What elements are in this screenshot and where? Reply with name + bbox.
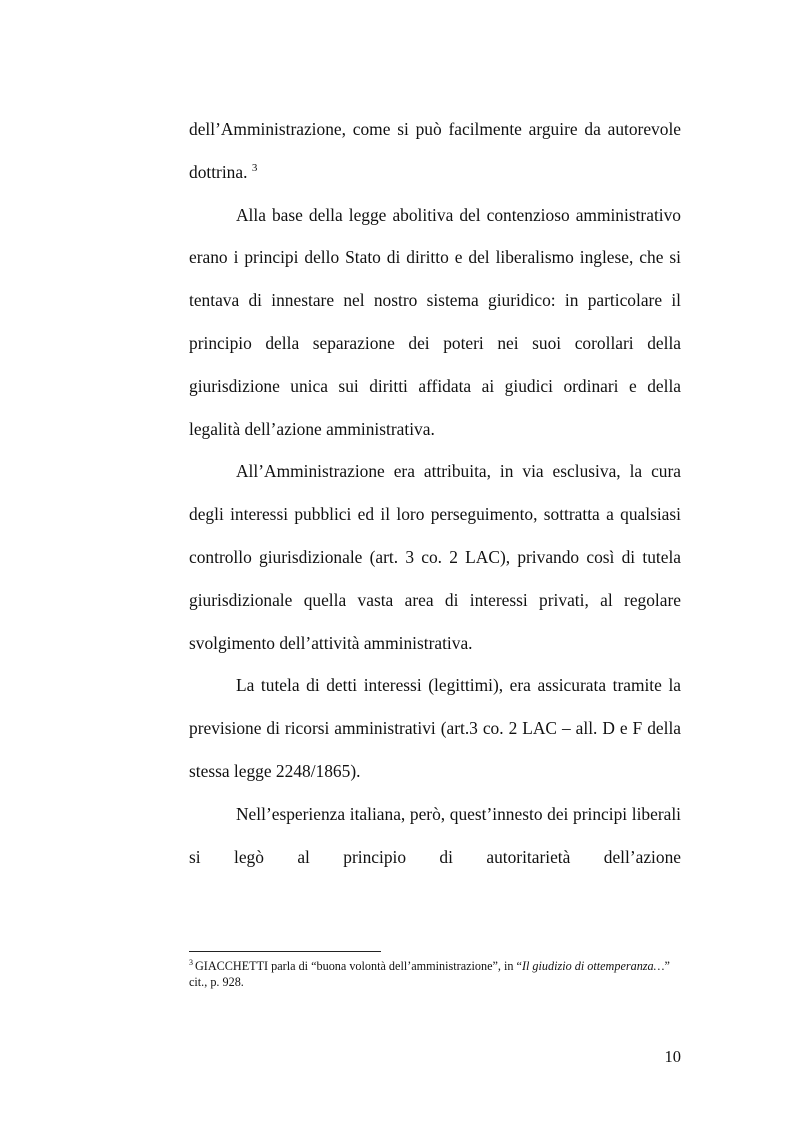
footnote <box>189 958 681 990</box>
footnote-text: GIACCHETTI parla di “buona volontà dell’amministrazione”, in “ <box>195 959 522 973</box>
paragraph: La tutela di detti interessi (legittimi), era assicurata tramite la previsione di ricorsi amministrativi (art.3 co. 2 LAC – all. D e F della stessa legge 2248/1865). <box>189 675 681 781</box>
footnote-number: 3 <box>189 958 193 967</box>
page-number: 10 <box>664 1047 681 1066</box>
paragraph-continuation <box>189 108 681 194</box>
footnote-cited-title: Il giudizio di ottemperanza… <box>521 959 665 973</box>
paragraph: Nell’esperienza italiana, però, quest’innesto dei principi liberali si legò al principio di autoritarietà dell’azione <box>189 803 681 867</box>
footnote-citation: ” cit., p. 928. <box>189 959 670 989</box>
paragraph: All’Amministrazione era attribuita, in via esclusiva, la cura degli interessi pubblici ed il loro perseguimento, sottratta a qualsiasi controllo giurisdizionale (art. 3 co. 2 LAC), privando così di tutela giurisdizionale quella vasta area di interessi privati, al regolare svolgimento dell’attività amministrativa. <box>189 461 681 653</box>
footnote-reference: 3 <box>251 161 258 174</box>
footnote-separator <box>189 951 381 952</box>
paragraph-text: dell’Amministrazione, come si può facilmente arguire da autorevole dottrina. <box>189 119 681 182</box>
paragraph: Alla base della legge abolitiva del contenzioso amministrativo erano i principi dello Stato di diritto e del liberalismo inglese, che si tentava di innestare nel nostro sistema giuridico: in particolare il principio della separazione dei poteri nei suoi corollari della giurisdizione unica sui diritti affidata ai giudici ordinari e della legalità dell’azione amministrativa. <box>189 204 681 439</box>
body-text <box>189 108 681 878</box>
